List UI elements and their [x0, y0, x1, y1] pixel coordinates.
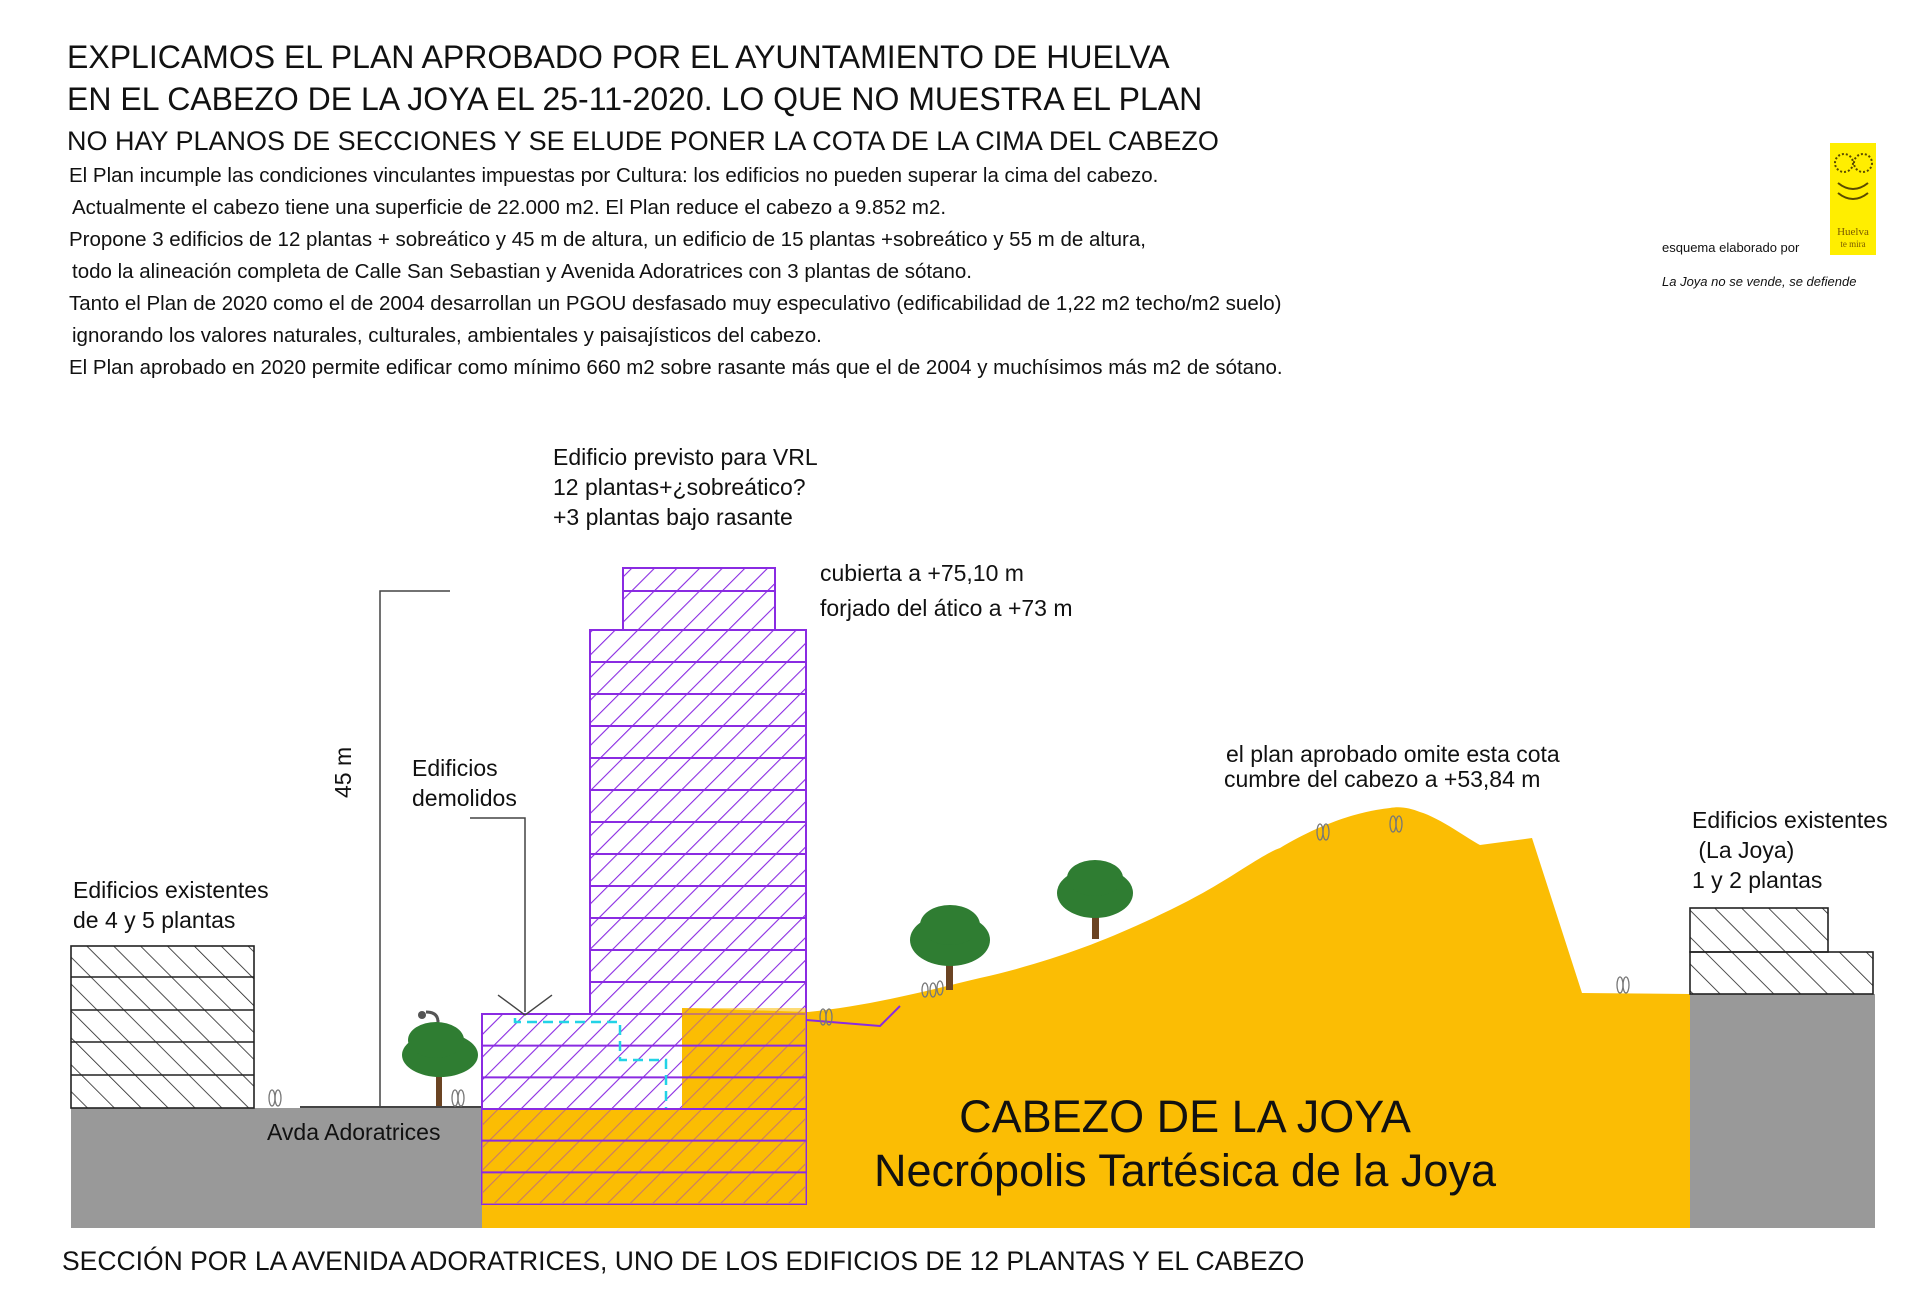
section-caption: SECCIÓN POR LA AVENIDA ADORATRICES, UNO DE LOS EDIFICIOS DE 12 PLANTAS Y EL CABEZO — [62, 1246, 1305, 1276]
svg-text:te mira: te mira — [1840, 239, 1866, 249]
title-line-2: EN EL CABEZO DE LA JOYA EL 25-11-2020. LO QUE NO MUESTRA EL PLAN — [67, 81, 1203, 117]
label-vrl-building: Edificio previsto para VRL 12 plantas+¿sobreático? +3 plantas bajo rasante — [553, 444, 818, 530]
intro-line: El Plan incumple las condiciones vinculantes impuestas por Cultura: los edificios no pueden superar la cima del cabezo. — [69, 164, 1159, 187]
label-height-dim: 45 m — [330, 746, 356, 798]
tree-street — [402, 1022, 478, 1106]
intro-line: Actualmente el cabezo tiene una superficie de 22.000 m2. El Plan reduce el cabezo a 9.852 m2. — [72, 195, 947, 219]
label-existing-left: Edificios existentes de 4 y 5 plantas — [73, 877, 269, 933]
label-demolished: Edificios demolidos — [412, 755, 517, 811]
label-hill-name: CABEZO DE LA JOYA Necrópolis Tartésica de la Joya — [874, 1091, 1496, 1196]
ground-right — [1690, 994, 1875, 1228]
label-street: Avda Adoratrices — [267, 1119, 441, 1145]
demolished-leader — [470, 818, 552, 1015]
intro-line: todo la alineación completa de Calle San Sebastian y Avenida Adoratrices con 3 plantas de sótano. — [72, 259, 972, 283]
hill-overlay — [682, 1008, 806, 1108]
label-roof-levels: cubierta a +75,10 m forjado del ático a +73 m — [820, 560, 1073, 621]
existing-building-right — [1690, 908, 1873, 994]
existing-building-left — [71, 946, 254, 1108]
huelva-te-mira-logo — [1830, 143, 1876, 255]
title-line-1: EXPLICAMOS EL PLAN APROBADO POR EL AYUNTAMIENTO DE HUELVA — [67, 39, 1170, 75]
intro-line: Propone 3 edificios de 12 plantas + sobreático y 45 m de altura, un edificio de 15 plantas +sobreático y 55 m de altura, — [69, 227, 1146, 251]
svg-text:Huelva: Huelva — [1837, 226, 1869, 238]
intro-line: ignorando los valores naturales, culturales, ambientales y paisajísticos del cabezo. — [72, 323, 822, 347]
label-existing-right: Edificios existentes (La Joya) 1 y 2 plantas — [1692, 807, 1888, 893]
credit-slogan: La Joya no se vende, se defiende — [1662, 274, 1857, 289]
intro-line: El Plan aprobado en 2020 permite edificar como mínimo 660 m2 sobre rasante más que el de 2004 y muchísimos más m2 de sótano. — [69, 355, 1283, 379]
tree-slope-2 — [1057, 860, 1133, 939]
basement-overlay — [482, 1108, 806, 1204]
tree-slope-1 — [910, 905, 990, 990]
intro-line: Tanto el Plan de 2020 como el de 2004 desarrollan un PGOU desfasado muy especulativo (edificabilidad de 1,22 m2 techo/m2 suelo) — [69, 291, 1282, 315]
label-summit-note: el plan aprobado omite esta cota cumbre del cabezo a +53,84 m — [1224, 741, 1560, 793]
subtitle: NO HAY PLANOS DE SECCIONES Y SE ELUDE PONER LA COTA DE LA CIMA DEL CABEZO — [67, 126, 1219, 156]
credit-elaborated-by: esquema elaborado por — [1662, 240, 1800, 255]
intro-paragraph — [69, 165, 1283, 389]
